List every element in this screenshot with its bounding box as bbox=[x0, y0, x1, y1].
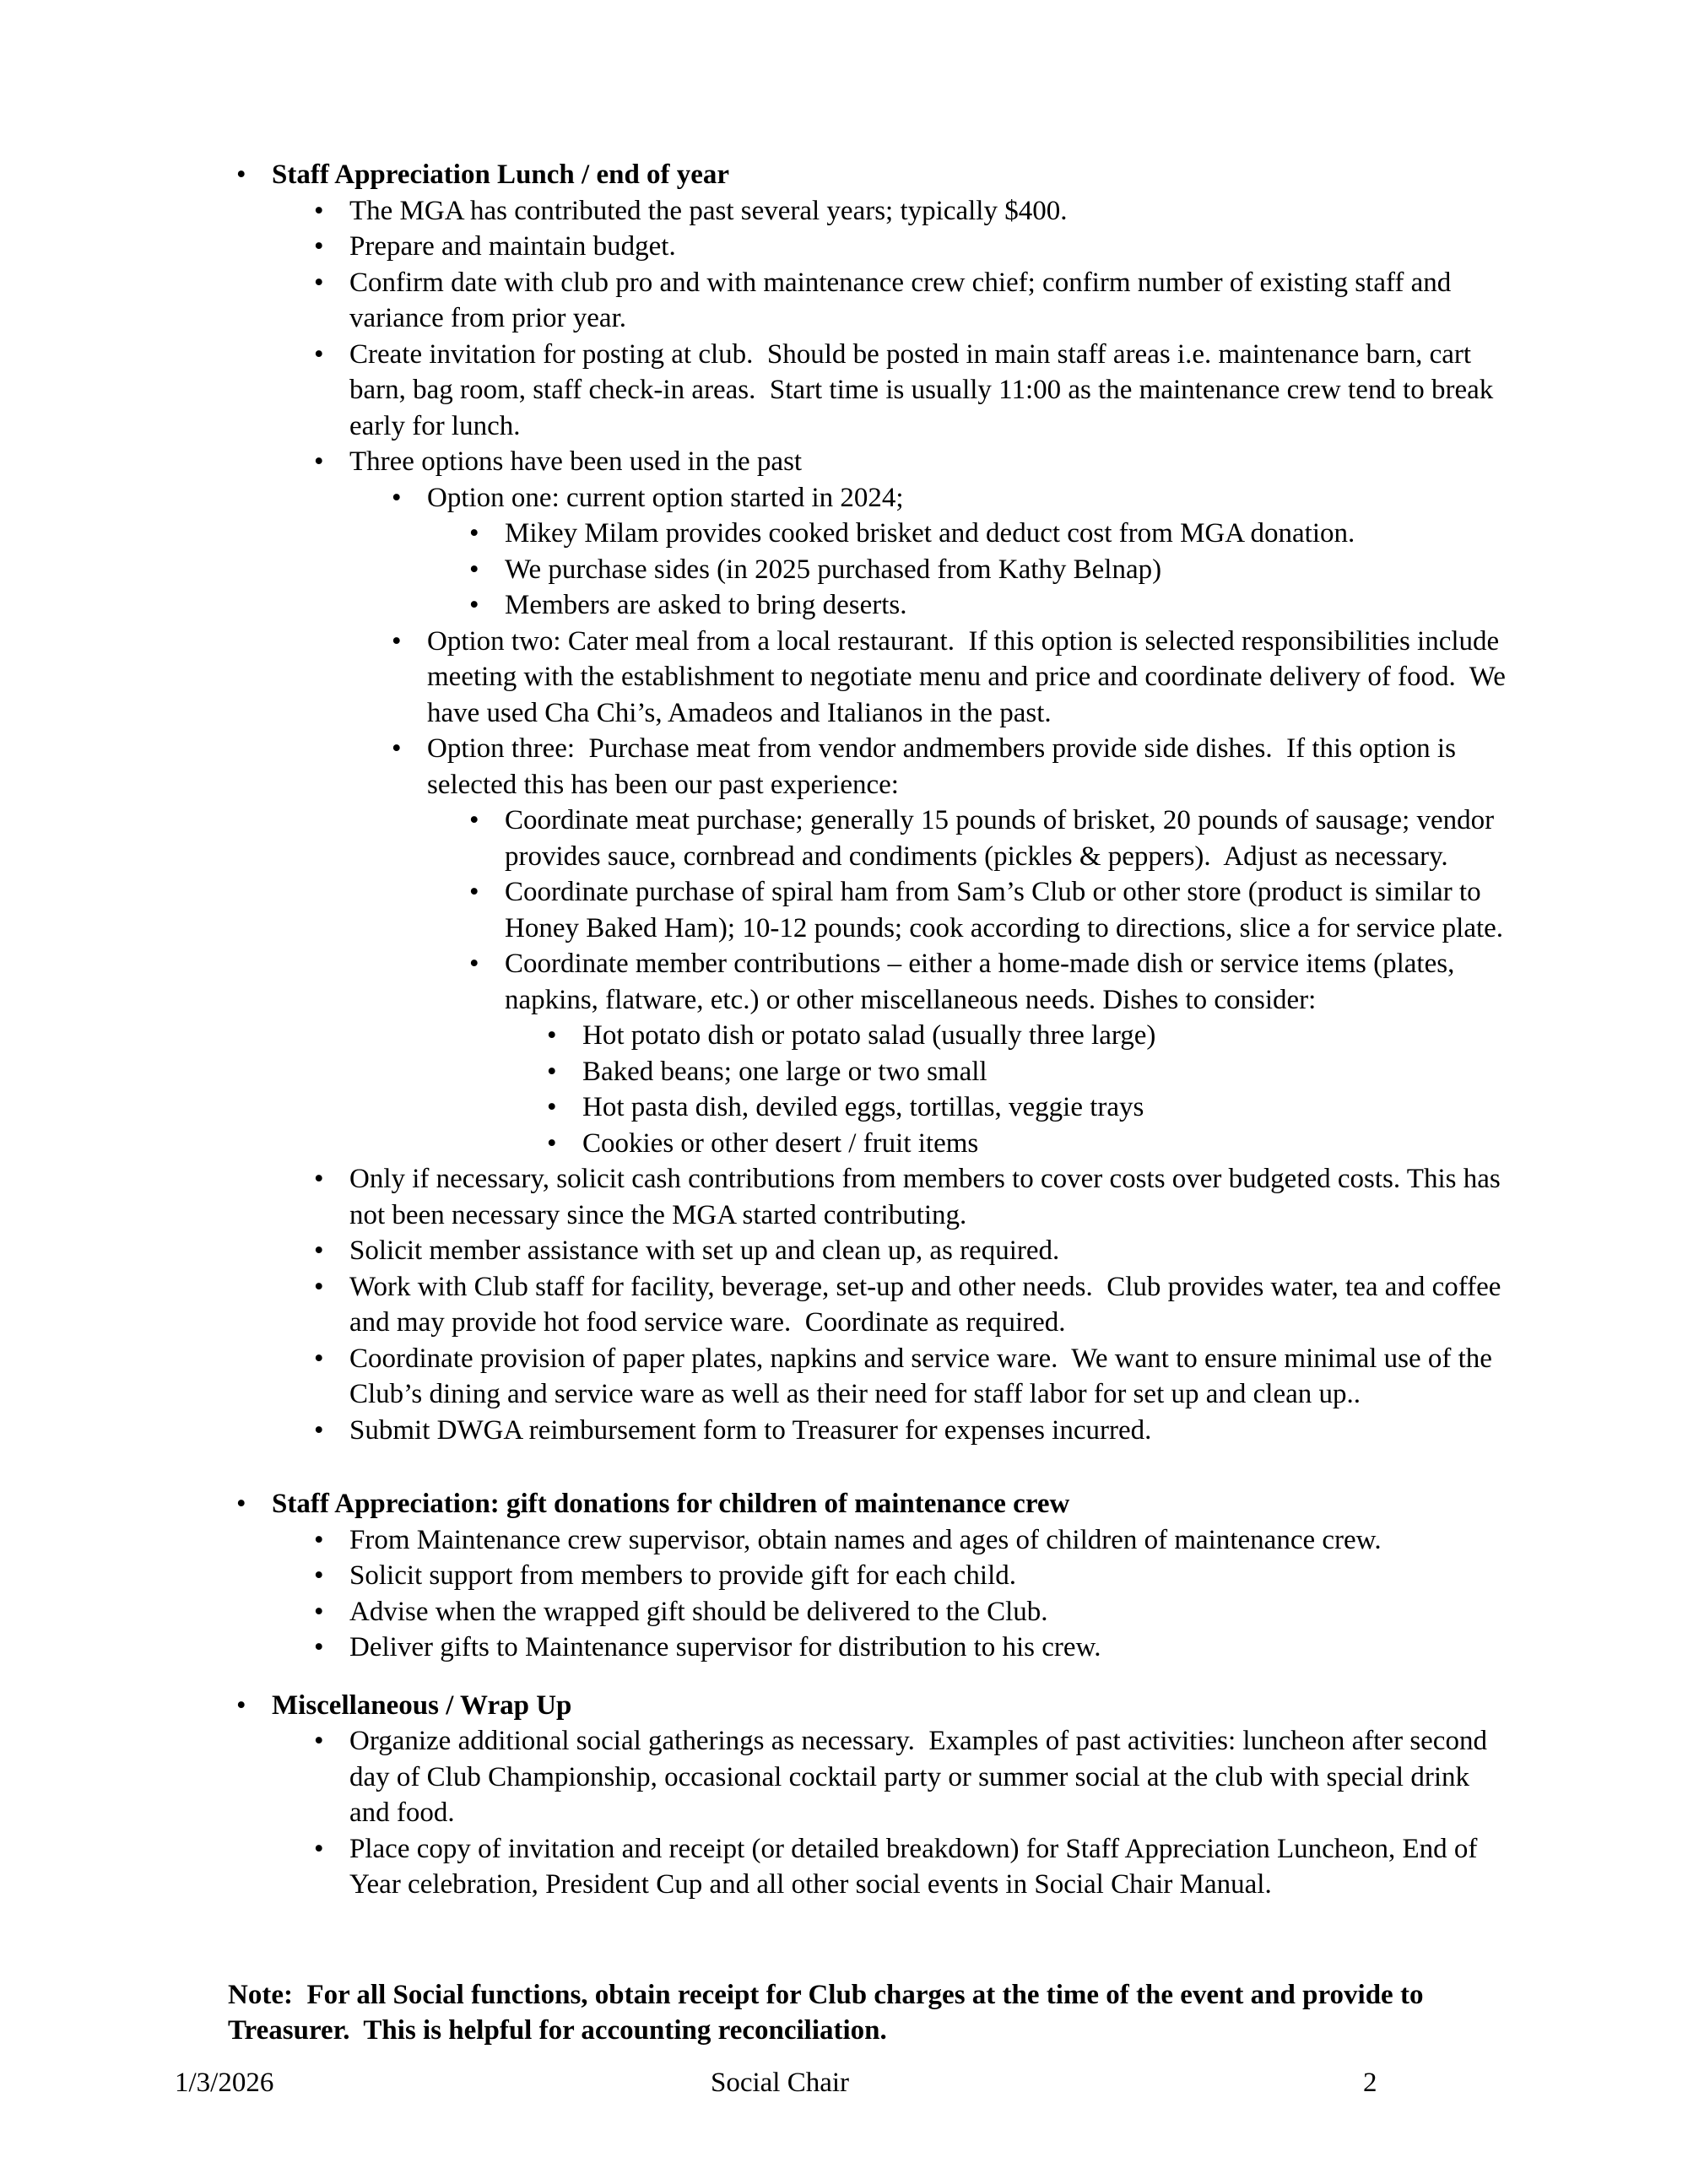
bullet-icon: • bbox=[314, 195, 324, 226]
bullet-icon: • bbox=[236, 1689, 246, 1721]
note-paragraph: Note: For all Social functions, obtain receipt for Club charges at the time of the event and provide to Treasurer. This is helpful for accounting reconciliation. bbox=[228, 1979, 1431, 2046]
bullet-icon: • bbox=[314, 1726, 324, 1756]
list-item bbox=[306, 1558, 1511, 1594]
document-section bbox=[228, 157, 1511, 1448]
bullet-icon: • bbox=[314, 1271, 324, 1302]
list-item bbox=[306, 193, 1511, 230]
footer-document-title: Social Chair bbox=[710, 2068, 850, 2098]
outline bbox=[228, 157, 1511, 1903]
page-footer bbox=[0, 2065, 1688, 2101]
bullet-icon: • bbox=[314, 1524, 324, 1555]
bullet-icon: • bbox=[469, 554, 479, 585]
list-item bbox=[306, 337, 1511, 445]
list-item bbox=[306, 444, 1511, 1161]
bullet-list-level-1 bbox=[228, 1486, 1511, 1666]
bullet-icon: • bbox=[236, 1489, 246, 1519]
section-heading-item bbox=[228, 1688, 1511, 1903]
list-item bbox=[306, 1630, 1511, 1666]
list-item-text: Hot potato dish or potato salad (usually three large) bbox=[582, 1020, 1156, 1051]
list-item bbox=[383, 731, 1511, 1161]
footer-date: 1/3/2026 bbox=[175, 2068, 274, 2098]
bullet-icon: • bbox=[314, 231, 324, 262]
list-item bbox=[306, 1831, 1511, 1903]
bullet-icon: • bbox=[314, 446, 324, 477]
bullet-list-level-2 bbox=[272, 193, 1511, 1449]
footer-page-number: 2 bbox=[1363, 2068, 1377, 2098]
list-item-text: Option two: Cater meal from a local restaurant. If this option is selected responsibilities include meeting with the establishment to negotiate menu and price and coordinate delivery of food. We have used Cha Chi’s, Amadeos and Italianos in the past. bbox=[427, 625, 1513, 728]
bullet-icon: • bbox=[469, 518, 479, 549]
list-item-text: Coordinate purchase of spiral ham from Sam’s Club or other store (product is similar to Honey Baked Ham); 10-12 pounds; cook according to directions, slice a for service plate. bbox=[505, 877, 1504, 943]
section-heading-item bbox=[228, 1486, 1511, 1666]
list-item bbox=[306, 1723, 1511, 1831]
section-heading-item bbox=[228, 157, 1511, 1448]
list-item-text: Place copy of invitation and receipt (or detailed breakdown) for Staff Appreciation Luncheon, End of Year celebration, President Cup and all other social events in Social Chair Manual. bbox=[349, 1833, 1484, 1900]
list-item bbox=[383, 624, 1511, 732]
bullet-icon: • bbox=[547, 1056, 557, 1087]
list-item bbox=[306, 265, 1511, 337]
bullet-list-level-4 bbox=[427, 803, 1511, 1161]
bullet-icon: • bbox=[392, 733, 402, 764]
section-heading-text: Staff Appreciation: gift donations for children of maintenance crew bbox=[272, 1489, 1070, 1519]
list-item bbox=[306, 1413, 1511, 1449]
list-item-text: Three options have been used in the past bbox=[349, 446, 803, 477]
bullet-list-level-1 bbox=[228, 1688, 1511, 1903]
list-item-text: Hot pasta dish, deviled eggs, tortillas, veggie trays bbox=[582, 1092, 1144, 1122]
list-item-text: Solicit member assistance with set up and clean up, as required. bbox=[349, 1235, 1060, 1266]
bullet-list-level-5 bbox=[505, 1018, 1511, 1161]
list-item-text: Coordinate meat purchase; generally 15 pounds of brisket, 20 pounds of sausage; vendor provides sauce, cornbread and condiments (pickles & peppers). Adjust as necessary. bbox=[505, 805, 1501, 872]
section-heading-text: Miscellaneous / Wrap Up bbox=[272, 1689, 572, 1721]
list-item bbox=[306, 1233, 1511, 1269]
list-item-text: Coordinate provision of paper plates, napkins and service ware. We want to ensure minimal use of the Club’s dining and service ware as well as their need for staff labor for set up and clean up.. bbox=[349, 1343, 1500, 1409]
list-item bbox=[461, 946, 1511, 1161]
bullet-icon: • bbox=[314, 338, 324, 370]
bullet-icon: • bbox=[314, 1414, 324, 1446]
bullet-icon: • bbox=[469, 590, 479, 620]
bullet-icon: • bbox=[314, 1833, 324, 1864]
list-item-text: Baked beans; one large or two small bbox=[582, 1056, 987, 1087]
list-item-text: Cookies or other desert / fruit items bbox=[582, 1127, 979, 1159]
list-item bbox=[461, 552, 1511, 588]
bullet-icon: • bbox=[314, 1596, 324, 1627]
bullet-icon: • bbox=[469, 949, 479, 979]
list-item-text: We purchase sides (in 2025 purchased from Kathy Belnap) bbox=[505, 554, 1162, 585]
bullet-icon: • bbox=[314, 1235, 324, 1266]
bullet-icon: • bbox=[547, 1127, 557, 1159]
list-item-text: Create invitation for posting at club. Should be posted in main staff areas i.e. maintenance barn, cart barn, bag room, staff check-in areas. Start time is usually 11:00 as the maintenance crew tend to break early for lunch. bbox=[349, 338, 1501, 441]
list-item bbox=[383, 480, 1511, 624]
bullet-icon: • bbox=[314, 1343, 324, 1374]
bullet-icon: • bbox=[392, 482, 402, 513]
list-item-text: The MGA has contributed the past several years; typically $400. bbox=[349, 195, 1068, 226]
list-item-text: From Maintenance crew supervisor, obtain names and ages of children of maintenance crew. bbox=[349, 1524, 1382, 1555]
list-item bbox=[461, 516, 1511, 552]
list-item bbox=[306, 1341, 1511, 1413]
list-item-text: Members are asked to bring deserts. bbox=[505, 590, 907, 620]
list-item-text: Option one: current option started in 2024; bbox=[427, 482, 904, 513]
bullet-list-level-3 bbox=[349, 480, 1511, 1162]
list-item bbox=[306, 1522, 1511, 1559]
bullet-icon: • bbox=[469, 805, 479, 835]
list-item-text: Coordinate member contributions – either a home-made dish or service items (plates, napkins, flatware, etc.) or other miscellaneous needs. Dishes to consider: bbox=[505, 949, 1462, 1015]
list-item bbox=[306, 1161, 1511, 1233]
list-item-text: Option three: Purchase meat from vendor andmembers provide side dishes. If this option is selected this has been our past experience: bbox=[427, 733, 1463, 800]
bullet-icon: • bbox=[469, 877, 479, 907]
list-item-text: Submit DWGA reimbursement form to Treasurer for expenses incurred. bbox=[349, 1414, 1152, 1446]
list-item-text: Deliver gifts to Maintenance supervisor for distribution to his crew. bbox=[349, 1632, 1101, 1662]
document-section bbox=[228, 1486, 1511, 1666]
bullet-icon: • bbox=[547, 1020, 557, 1051]
list-item bbox=[306, 229, 1511, 265]
bullet-icon: • bbox=[392, 625, 402, 657]
bullet-icon: • bbox=[314, 1560, 324, 1591]
bullet-icon: • bbox=[236, 159, 246, 190]
bullet-icon: • bbox=[314, 1632, 324, 1662]
list-item-text: Confirm date with club pro and with maintenance crew chief; confirm number of existing staff and variance from prior year. bbox=[349, 267, 1458, 333]
list-item-text: Mikey Milam provides cooked brisket and deduct cost from MGA donation. bbox=[505, 518, 1355, 549]
document-section bbox=[228, 1688, 1511, 1903]
list-item bbox=[461, 874, 1511, 946]
list-item-text: Solicit support from members to provide gift for each child. bbox=[349, 1560, 1016, 1591]
list-item bbox=[461, 803, 1511, 874]
list-item bbox=[461, 587, 1511, 624]
list-item-text: Prepare and maintain budget. bbox=[349, 231, 676, 262]
list-item bbox=[538, 1054, 1511, 1090]
bullet-list-level-4 bbox=[427, 516, 1511, 624]
bullet-list-level-2 bbox=[272, 1723, 1511, 1903]
list-item bbox=[306, 1594, 1511, 1630]
list-item bbox=[538, 1089, 1511, 1126]
bullet-icon: • bbox=[314, 1164, 324, 1194]
list-item bbox=[538, 1126, 1511, 1162]
section-heading-text: Staff Appreciation Lunch / end of year bbox=[272, 159, 730, 190]
bullet-list-level-1 bbox=[228, 157, 1511, 1448]
bullet-icon: • bbox=[547, 1092, 557, 1122]
list-item-text: Only if necessary, solicit cash contributions from members to cover costs over budgeted costs. This has not been necessary since the MGA started contributing. bbox=[349, 1164, 1507, 1230]
list-item-text: Work with Club staff for facility, beverage, set-up and other needs. Club provides water, tea and coffee and may provide hot food service ware. Coordinate as required. bbox=[349, 1271, 1508, 1338]
list-item bbox=[538, 1018, 1511, 1054]
list-item-text: Organize additional social gatherings as necessary. Examples of past activities: luncheon after second day of Club Championship, occasional cocktail party or summer social at the club with special drink and food. bbox=[349, 1726, 1495, 1828]
list-item-text: Advise when the wrapped gift should be delivered to the Club. bbox=[349, 1596, 1048, 1627]
bullet-list-level-2 bbox=[272, 1522, 1511, 1666]
list-item bbox=[306, 1269, 1511, 1341]
bullet-icon: • bbox=[314, 267, 324, 298]
document-content bbox=[228, 157, 1511, 2049]
